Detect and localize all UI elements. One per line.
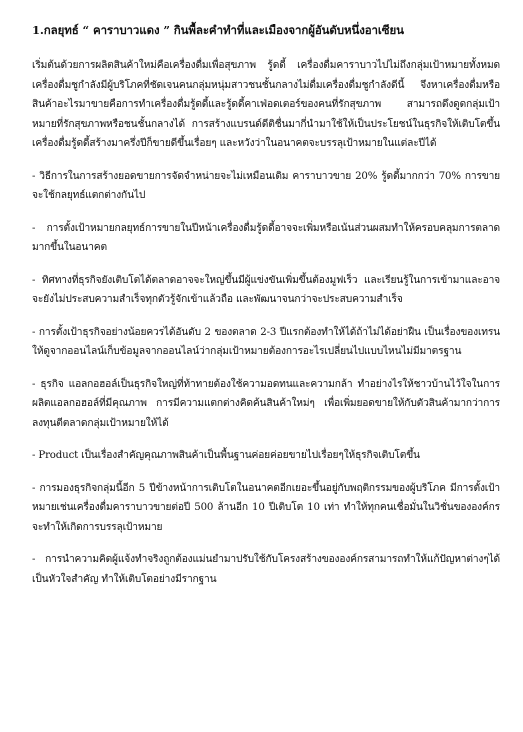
bullet-paragraph-sales-method: - วิธีการในการสร้างยอดขายการจัดจำหน่ายจะไม่เหมือนเดิม คาราบาวขาย 20% รู้ดดี้มากกว่า 70% การขายจะใช้กลยุทธ์แตกต่างกันไป xyxy=(32,170,500,201)
document-heading: 1.กลยุทธ์ “ คาราบาวแดง ” กินพื้ละคำทำที่และเมืองจากผู้อันดับหนึ่งอาเซียน xyxy=(32,23,404,37)
bullet-paragraph-business-direction: - ทิศทางที่ธุรกิจยังเติบโตได้ตลาดอาจจะใหญ่ขึ้นมีผู้แข่งขันเพิ่มขึ้นต้องมูฟเร็ว และเรียนรู้ในการเข้ามาและอาจจะยังไม่ประสบความสำเร็จทุกตัวรู้จักเข้าแล้วถือ และพัฒนาจนกว่าจะประสบความสำเร็จ xyxy=(32,274,500,305)
intro-paragraph: เริ่มต้นด้วยการผลิตสินค้าใหม่คือเครื่องดื่มเพื่อสุขภาพ รู้ดดี้ เครื่องดื่มคาราบาวไปไม่ถึงกลุ่มเป้าหมายทั้งหมดเครื่องดื่มชูกำลังมีผู้บริโภคที่ชัดเจนคนกลุ่มหนุ่มสาวชนชั้นกลางไม่ดื่มเครื่องดื่มชูกำลังดีนี้ จึงหาเครื่องดื่มหรือสินค้าอะไรมาขายคือการทำเครื่องดื่มรู้ดดี้และรู้ดดี้คาเฟ่อดเตอร์ของคนที่รักสุขภาพ สามารถดึงดูดกลุ่มเป้าหมายที่รักสุขภาพหรือชนชั้นกลางได้ การสร้างแบรนด์ดีติชื่นมากี่นำมาใช้ให้เป็นประโยชน์ในธุรกิจให้เติบโตขึ้น เครื่องดื่มรู้ดดี้สร้างมาครึ่งปีก็ขายดีขึ้นเรื่อยๆ และหวังว่าในอนาคตจะบรรลุเป้าหมายในแต่ละปีได้ xyxy=(32,60,500,149)
bullet-paragraph-five-year-outlook: - การมองธุรกิจกลุ่มนี้อีก 5 ปีข้างหน้าการเติบโตในอนาคตอีกเยอะขึ้นอยู่กับพฤติกรรมของผู้บริโภค มีการตั้งเป้าหมายเช่นเครื่องดื่มคาราบาวขายต่อปี 500 ล้านอีก 10 ปีเติบโต 10 เท่า ทำให้ทุกคนเชื่อมั่นในวิชั่นขององค์กรจะทำให้เกิดการบรรลุเป้าหมาย xyxy=(32,482,500,533)
bullet-paragraph-alcohol-business: - ธุรกิจ แอลกอฮอล์เป็นธุรกิจใหญ่ที่ท้าทายต้องใช้ความอดทนและความกล้า ทำอย่างไรให้ชาวบ้านไว้ใจในการผลิตแอลกอฮอล์ที่มีคุณภาพ การมีความแตกต่างคิดค้นสินค้าใหม่ๆ เพื่อเพิ่มยอดขายให้กับตัวสินค้ามากว่าการลงทุนตีตลาดกลุ่มเป้าหมายให้ได้ xyxy=(32,378,500,429)
bullet-paragraph-market-rank: - การตั้งเป้าธุรกิจอย่างน้อยควรได้อันดับ 2 ของตลาด 2-3 ปีแรกต้องทำให้ได้ถ้าไม่ได้อย่าฝืน เป็นเรื่องของเทรน ให้ดูจากออนไลน์เก็บข้อมูลจากออนไลน์ว่ากลุ่มเป้าหมายต้องการอะไรเปลี่ยนไปแบบไหนไม่มีมาตรฐาน xyxy=(32,326,500,357)
bullet-paragraph-sales-target: - การตั้งเป้าหมายกลยุทธ์การขายในปีหน้าเครื่องดื่มรู้ดดี้อาจจะเพิ่มหรือเน้นส่วนผสมทำให้ครอบคลุมการตลาดมากขึ้นในอนาคต xyxy=(32,222,500,253)
bullet-paragraph-product: - Product เป็นเรื่องสำคัญคุณภาพสินค้าเป็นพื้นฐานค่อยค่อยขายไปเรื่อยๆให้ธุรกิจเติบโตขึ้น xyxy=(32,450,420,461)
document-page xyxy=(32,22,500,602)
bullet-paragraph-organization-structure: - การนำความคิดผู้แจ้งทำจริงถูกต้องแม่นยำมาปรับใช้กับโครงสร้างขององค์กรสามารถทำให้แก้ปัญหาต่างๆได้เป็นหัวใจสำคัญ ทำให้เติบโตอย่างมีรากฐาน xyxy=(32,554,500,585)
